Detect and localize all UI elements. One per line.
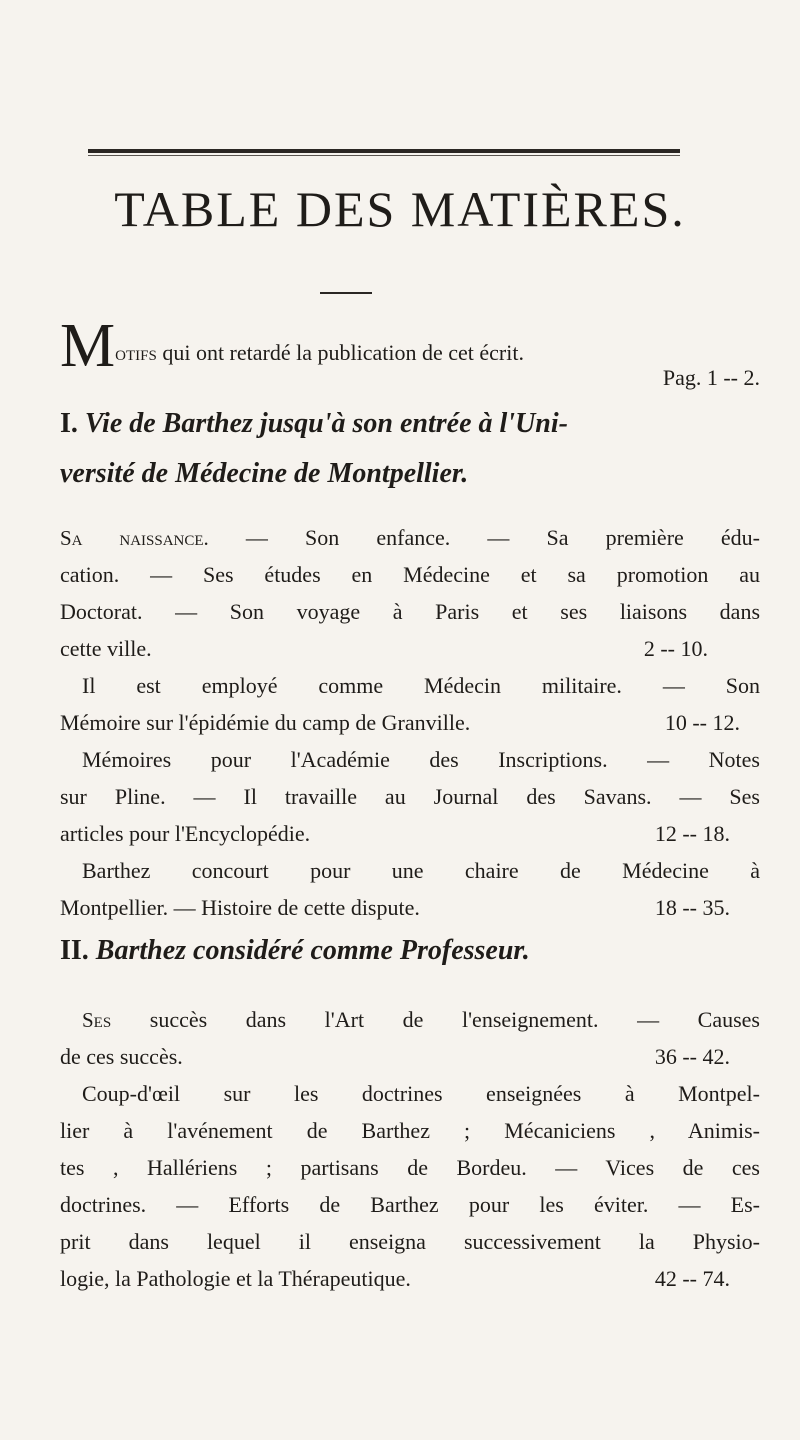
s1p1-l1: — Son enfance. — Sa première édu- [208,525,760,550]
s2p1-l2: de ces succès. [60,1044,183,1069]
s1p4-pages: 18 -- 35. [654,895,730,920]
s2p1-line1 [82,1007,760,1033]
title-divider [320,292,372,294]
s1p1-line1 [60,525,760,551]
s1p2-line1: Il est employé comme Médecin militaire. — Son [82,673,760,698]
intro-text: qui ont retardé la publication de cet écrit. [156,340,524,365]
s2p2-line2: lier à l'avénement de Barthez ; Mécaniciens , Animis- [60,1118,760,1143]
page-title: TABLE DES MATIÈRES. [114,181,686,237]
s1p3-line1: Mémoires pour l'Académie des Inscriptions. — Notes [82,747,760,772]
top-rule [88,149,680,153]
s2p2-line6 [60,1266,760,1292]
s1p3-l3: articles pour l'Encyclopédie. [60,821,311,846]
section1-number: I. [60,408,78,439]
s1p1-pages: 2 -- 10. [643,636,708,661]
section1-heading-line2: versité de Médecine de Montpellier. [60,458,469,489]
s2p2-pages: 42 -- 74. [654,1266,730,1291]
s2p2-l6: logie, la Pathologie et la Thérapeutique. [60,1266,411,1291]
s2p2-line4: doctrines. — Efforts de Barthez pour les éviter. — Es- [60,1192,760,1217]
s2p1-line2 [60,1044,760,1070]
intro-pages: Pag. 1 -- 2. [662,365,760,390]
s2p2-line3: tes , Hallériens ; partisans de Bordeu. — Vices de ces [60,1155,760,1180]
s1p2-l2: Mémoire sur l'épidémie du camp de Granville. [60,710,471,735]
s1p2-line2 [60,710,760,736]
s1p1-line4 [60,636,760,662]
s2p1-l1: succès dans l'Art de l'enseignement. — Causes [111,1007,760,1032]
s1p4-l2: Montpellier. — Histoire de cette dispute. [60,895,420,920]
s1p2-pages: 10 -- 12. [664,710,740,735]
top-rule-thin [88,155,680,156]
s1p4-line2 [60,895,760,921]
s1p1-l4: cette ville. [60,636,152,661]
s1p3-line2: sur Pline. — Il travaille au Journal des Savans. — Ses [60,784,760,809]
s2p1-pages: 36 -- 42. [654,1044,730,1069]
s1p1-line2: cation. — Ses études en Médecine et sa promotion au [60,562,760,587]
s1p3-pages: 12 -- 18. [654,821,730,846]
intro-smallcaps: otifs [115,341,157,365]
drop-cap: M [60,312,116,380]
s1p4-line1: Barthez concourt pour une chaire de Médecine à [82,858,760,883]
section2-number: II. [60,935,89,966]
s1p3-line3 [60,821,760,847]
s1p1-line3: Doctorat. — Son voyage à Paris et ses liaisons dans [60,599,760,624]
section1-title-1: Vie de Barthez jusqu'à son entrée à l'Uni- [84,408,568,439]
s2p1-smallcaps: Ses [82,1008,112,1032]
s2p2-line1: Coup-d'œil sur les doctrines enseignées à Montpel- [82,1081,760,1106]
section2-heading [60,935,530,967]
section1-heading-line1 [60,408,568,440]
section2-title: Barthez considéré comme Professeur. [95,935,530,966]
s1p1-smallcaps: Sa naissance. [60,526,209,550]
s2p2-line5: prit dans lequel il enseigna successivement la Physio- [60,1229,760,1254]
